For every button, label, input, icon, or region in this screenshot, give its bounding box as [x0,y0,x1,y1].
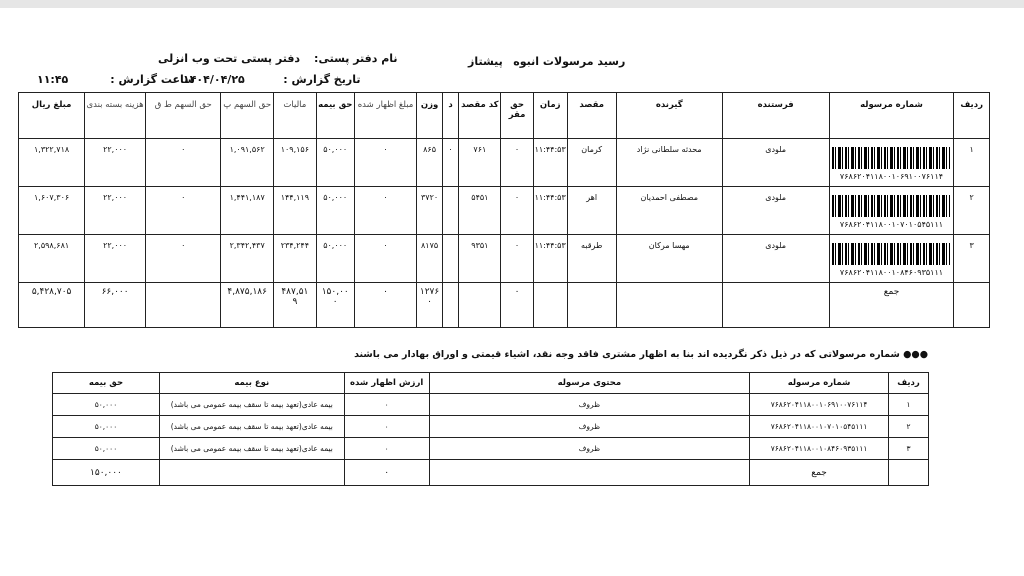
empty-cell [459,283,501,328]
col-header: وزن [417,93,442,139]
maqar-fee: ۰ [501,187,534,235]
empty-cell [429,460,750,486]
col-header: مقصد [567,93,616,139]
content: ظروف [429,438,750,460]
tracking-cell [829,139,954,187]
row-number: ۲ [954,187,990,235]
col-header: حق السهم پ [221,93,273,139]
packing-cost: ۲۲,۰۰۰ [85,235,146,283]
time: ۱۱:۴۴:۵۳ [533,139,567,187]
col-header: محتوی مرسوله [429,373,750,394]
share-tq: ۰ [145,235,220,283]
col-header: هزینه بسته بندی [85,93,146,139]
col-header: حق بیمه [316,93,354,139]
share-p: ۱,۰۹۱,۵۶۲ [221,139,273,187]
destination-code: ۹۳۵۱ [459,235,501,283]
declared-value: ۰ [344,394,429,416]
top-bar [0,0,1024,8]
table-row [53,416,929,438]
empty-cell [722,283,829,328]
col-header: حق السهم ط ق [145,93,220,139]
total-declared: ۰ [344,460,429,486]
col-header: مبلغ ریال [19,93,85,139]
insurance-type: بیمه عادی(تعهد بیمه تا سقف بیمه عمومی می باشد) [159,438,344,460]
total-row [53,460,929,486]
total-weight: ۱۲۷۶ ۰ [417,283,442,328]
empty-cell [442,283,459,328]
tracking-number: ۷۶۸۶۲۰۴۱۱۸۰۰۱۰۸۴۶۰۹۳۵۱۱۱ [839,268,944,277]
barcode-image [832,147,950,169]
col-header: ارزش اظهار شده [344,373,429,394]
total-tax: ۴۸۷,۵۱ ۹ [273,283,316,328]
col-header: د [442,93,459,139]
report-time: ساعت گزارش : ۱۱:۴۵ [37,73,195,86]
insurance-type: بیمه عادی(تعهد بیمه تا سقف بیمه عمومی می باشد) [159,394,344,416]
insurance-type: بیمه عادی(تعهد بیمه تا سقف بیمه عمومی می باشد) [159,416,344,438]
time: ۱۱:۴۴:۵۳ [533,187,567,235]
share-p: ۲,۳۴۲,۴۳۷ [221,235,273,283]
col-header: گیرنده [616,93,722,139]
row-number: ۲ [889,416,929,438]
total-packing: ۶۶,۰۰۰ [85,283,146,328]
empty-cell [889,460,929,486]
insurance-fee: ۵۰,۰۰۰ [316,187,354,235]
d-value: ۰ [442,139,459,187]
tracking-number: ۷۶۸۶۲۰۴۱۱۸۰۰۱۰۶۹۱۰۰۷۶۱۱۴ [839,172,944,181]
total-row [19,283,990,328]
col-header: شماره مرسوله [829,93,954,139]
empty-cell [145,283,220,328]
tracking-cell [829,187,954,235]
barcode-image [832,243,950,265]
total-declared: ۰ [354,283,417,328]
empty-cell [533,283,567,328]
col-header: ردیف [889,373,929,394]
table-row [19,139,990,187]
tax: ۲۳۴,۲۴۴ [273,235,316,283]
weight: ۸۱۷۵ [417,235,442,283]
row-number: ۱ [954,139,990,187]
tax: ۱۴۴,۱۱۹ [273,187,316,235]
d-value [442,187,459,235]
content: ظروف [429,394,750,416]
receiver: محدثه سلطانی نژاد [616,139,722,187]
receipt-title: رسید مرسولات انبوه پیشتاز [468,55,626,68]
amount-rial: ۲,۵۹۸,۶۸۱ [19,235,85,283]
empty-cell [159,460,344,486]
packing-cost: ۲۲,۰۰۰ [85,187,146,235]
packing-cost: ۲۲,۰۰۰ [85,139,146,187]
share-tq: ۰ [145,139,220,187]
total-label: جمع [829,283,954,328]
sender: ملودی [722,235,829,283]
empty-cell [567,283,616,328]
col-header: حق بیمه [53,373,160,394]
maqar-fee: ۰ [501,139,534,187]
sender: ملودی [722,139,829,187]
total-amount: ۵,۴۲۸,۷۰۵ [19,283,85,328]
col-header: فرستنده [722,93,829,139]
row-number: ۳ [954,235,990,283]
total-share-p: ۴,۸۷۵,۱۸۶ [221,283,273,328]
weight: ۳۷۲۰ [417,187,442,235]
col-header: شماره مرسوله [750,373,889,394]
tracking-number: ۷۶۸۶۲۰۴۱۱۸۰۰۱۰۸۴۶۰۹۳۵۱۱۱ [750,438,889,460]
valuables-note: ●●● شماره مرسولاتی که در ذیل ذکر نگردیده اند بنا به اظهار مشتری فاقد وجه نقد، اشیاء قیمتی و اوراق بهادار می باشند [354,349,928,360]
sender: ملودی [722,187,829,235]
insurance-table [52,372,929,486]
total-maqar: ۰ [501,283,534,328]
insurance-fee: ۵۰,۰۰۰ [316,139,354,187]
tracking-number: ۷۶۸۶۲۰۴۱۱۸۰۰۱۰۶۹۱۰۰۷۶۱۱۴ [750,394,889,416]
content: ظروف [429,416,750,438]
office-info: نام دفتر پستی: دفتر پستی تحت وب انزلی [158,52,398,65]
amount-rial: ۱,۳۲۲,۷۱۸ [19,139,85,187]
col-header: زمان [533,93,567,139]
empty-cell [954,283,990,328]
declared-amount: ۰ [354,187,417,235]
shipments-table [18,92,990,328]
total-label: جمع [750,460,889,486]
amount-rial: ۱,۶۰۷,۳۰۶ [19,187,85,235]
share-tq: ۰ [145,187,220,235]
time: ۱۱:۴۴:۵۳ [533,235,567,283]
col-header: ردیف [954,93,990,139]
report-date: تاریخ گزارش : ۱۴۰۴/۰۴/۲۵ [183,73,361,86]
table-row [19,187,990,235]
col-header: مالیات [273,93,316,139]
premium: ۵۰,۰۰۰ [53,394,160,416]
declared-value: ۰ [344,438,429,460]
empty-cell [616,283,722,328]
d-value [442,235,459,283]
col-header: مبلغ اظهار شده [354,93,417,139]
tracking-cell [829,235,954,283]
declared-value: ۰ [344,416,429,438]
col-header: نوع بیمه [159,373,344,394]
destination: طرقبه [567,235,616,283]
share-p: ۱,۴۴۱,۱۸۷ [221,187,273,235]
tracking-number: ۷۶۸۶۲۰۴۱۱۸۰۰۱۰۷۰۱۰۵۴۵۱۱۱ [839,220,944,229]
row-number: ۱ [889,394,929,416]
table-header-row [53,373,929,394]
declared-amount: ۰ [354,235,417,283]
total-premium: ۱۵۰,۰۰۰ [53,460,160,486]
maqar-fee: ۰ [501,235,534,283]
col-header: حق مقر [501,93,534,139]
declared-amount: ۰ [354,139,417,187]
weight: ۸۶۵ [417,139,442,187]
row-number: ۳ [889,438,929,460]
barcode-image [832,195,950,217]
receiver: مهسا مرکان [616,235,722,283]
premium: ۵۰,۰۰۰ [53,416,160,438]
table-row [53,438,929,460]
table-header-row [19,93,990,139]
col-header: کد مقصد [459,93,501,139]
insurance-fee: ۵۰,۰۰۰ [316,235,354,283]
table-row [53,394,929,416]
receiver: مصطفی احمدیان [616,187,722,235]
destination: اهر [567,187,616,235]
table-row [19,235,990,283]
destination-code: ۷۶۱ [459,139,501,187]
destination: کرمان [567,139,616,187]
destination-code: ۵۴۵۱ [459,187,501,235]
tax: ۱۰۹,۱۵۶ [273,139,316,187]
total-insurance: ۱۵۰,۰۰ ۰ [316,283,354,328]
premium: ۵۰,۰۰۰ [53,438,160,460]
tracking-number: ۷۶۸۶۲۰۴۱۱۸۰۰۱۰۷۰۱۰۵۴۵۱۱۱ [750,416,889,438]
